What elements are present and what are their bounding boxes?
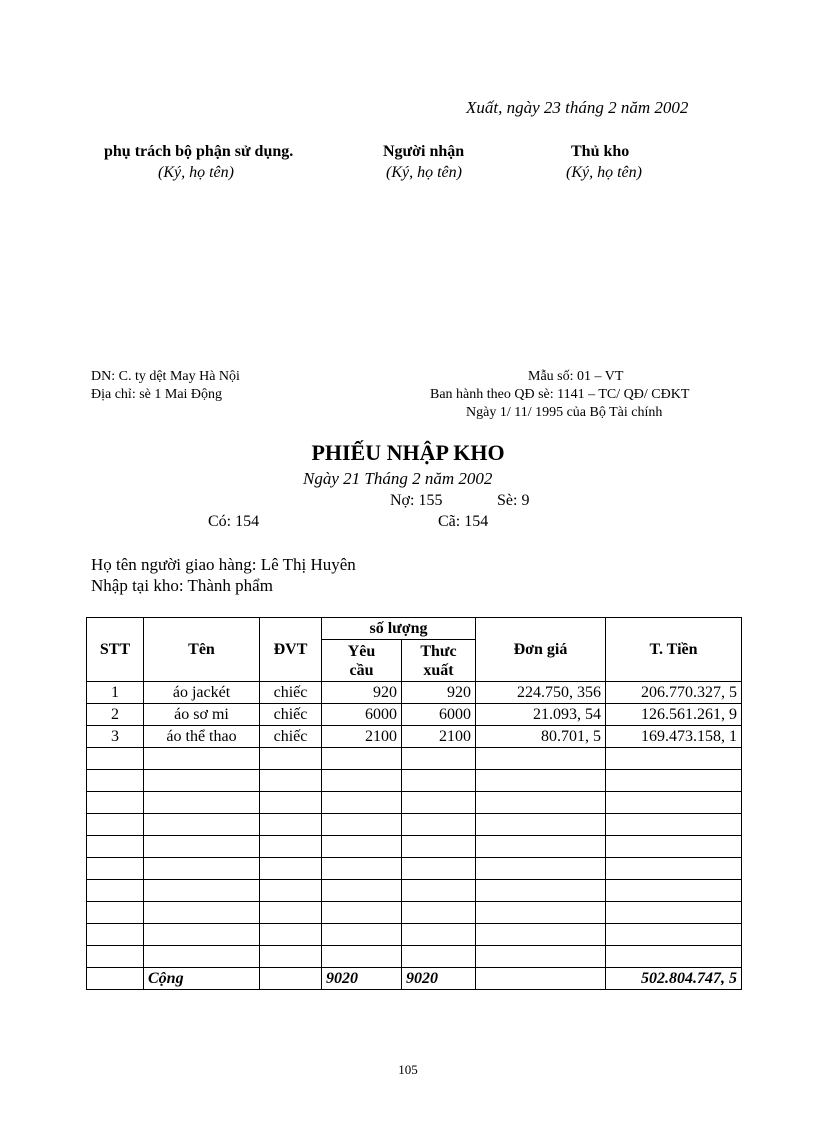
header-amount: T. Tiền: [606, 618, 742, 682]
cell-requested: 920: [322, 682, 402, 704]
cell-stt: 3: [87, 726, 144, 748]
cell-unit: chiếc: [260, 682, 322, 704]
company-name: DN: C. ty dệt May Hà Nội: [91, 369, 240, 384]
total-amount: 502.804.747, 5: [606, 968, 742, 990]
table-row: [87, 682, 742, 704]
cell-stt: 2: [87, 704, 144, 726]
cell-unit: chiếc: [260, 704, 322, 726]
warehouse-name: Nhập tại kho: Thành phẩm: [91, 576, 273, 595]
header-actual-line2: xuất: [423, 661, 454, 679]
document-title: PHIẾU NHẬP KHO: [311, 440, 505, 465]
cell-amount: 126.561.261, 9: [606, 704, 742, 726]
empty-row: [87, 748, 742, 770]
cell-actual: 920: [402, 682, 476, 704]
cell-name: áo sơ mi: [144, 704, 260, 726]
form-code: Mẫu số: 01 – VT: [528, 369, 624, 384]
empty-row: [87, 858, 742, 880]
empty-row: [87, 902, 742, 924]
company-address: Địa chỉ: sè 1 Mai Động: [91, 387, 223, 402]
header-unit: ĐVT: [260, 618, 322, 682]
total-actual: 9020: [402, 968, 476, 990]
account-credit: Có: 154: [208, 513, 260, 530]
signature-storekeeper-title: Thủ kho: [571, 143, 630, 160]
signature-receiver-title: Người nhận: [383, 143, 465, 160]
cell-price: 224.750, 356: [476, 682, 606, 704]
header-requested-line2: cầu: [349, 661, 374, 679]
cell-amount: 169.473.158, 1: [606, 726, 742, 748]
total-requested: 9020: [322, 968, 402, 990]
header-actual-line1: Thưc: [420, 642, 457, 660]
signature-user-dept-sub: (Ký, họ tên): [158, 164, 234, 181]
export-date: Xuất, ngày 23 tháng 2 năm 2002: [466, 98, 689, 117]
empty-row: [87, 880, 742, 902]
signature-user-dept-title: phụ trách bộ phận sử dụng.: [104, 143, 294, 160]
cell-amount: 206.770.327, 5: [606, 682, 742, 704]
goods-table: [86, 617, 742, 990]
table-row: [87, 704, 742, 726]
header-quantity: số lượng: [322, 618, 476, 640]
header-stt: STT: [87, 618, 144, 682]
total-row: [87, 968, 742, 990]
cell-requested: 2100: [322, 726, 402, 748]
account-credit-2: Cã: 154: [438, 513, 489, 530]
page-number: 105: [398, 1062, 418, 1077]
cell-price: 21.093, 54: [476, 704, 606, 726]
cell-unit: chiếc: [260, 726, 322, 748]
document-number: Sè: 9: [497, 492, 530, 509]
cell-price: 80.701, 5: [476, 726, 606, 748]
empty-row: [87, 792, 742, 814]
signature-receiver-sub: (Ký, họ tên): [386, 164, 462, 181]
empty-row: [87, 836, 742, 858]
header-requested-line1: Yêu: [347, 642, 376, 660]
cell-requested: 6000: [322, 704, 402, 726]
cell-name: áo thể thao: [144, 726, 260, 748]
form-date: Ngày 1/ 11/ 1995 của Bộ Tài chính: [466, 405, 663, 420]
signature-storekeeper-sub: (Ký, họ tên): [566, 164, 642, 181]
header-actual: [402, 640, 476, 682]
cell-actual: 2100: [402, 726, 476, 748]
header-name: Tên: [144, 618, 260, 682]
empty-row: [87, 946, 742, 968]
empty-row: [87, 814, 742, 836]
document-date: Ngày 21 Tháng 2 năm 2002: [303, 469, 493, 488]
total-label: Cộng: [144, 968, 260, 990]
empty-row: [87, 924, 742, 946]
account-debit: Nợ: 155: [390, 492, 443, 509]
header-requested: [322, 640, 402, 682]
table-row: [87, 726, 742, 748]
cell-stt: 1: [87, 682, 144, 704]
deliverer-name: Họ tên người giao hàng: Lê Thị Huyên: [91, 555, 356, 574]
form-issued: Ban hành theo QĐ sè: 1141 – TC/ QĐ/ CĐKT: [430, 387, 690, 402]
header-price: Đơn giá: [476, 618, 606, 682]
cell-actual: 6000: [402, 704, 476, 726]
empty-row: [87, 770, 742, 792]
cell-name: áo jackét: [144, 682, 260, 704]
